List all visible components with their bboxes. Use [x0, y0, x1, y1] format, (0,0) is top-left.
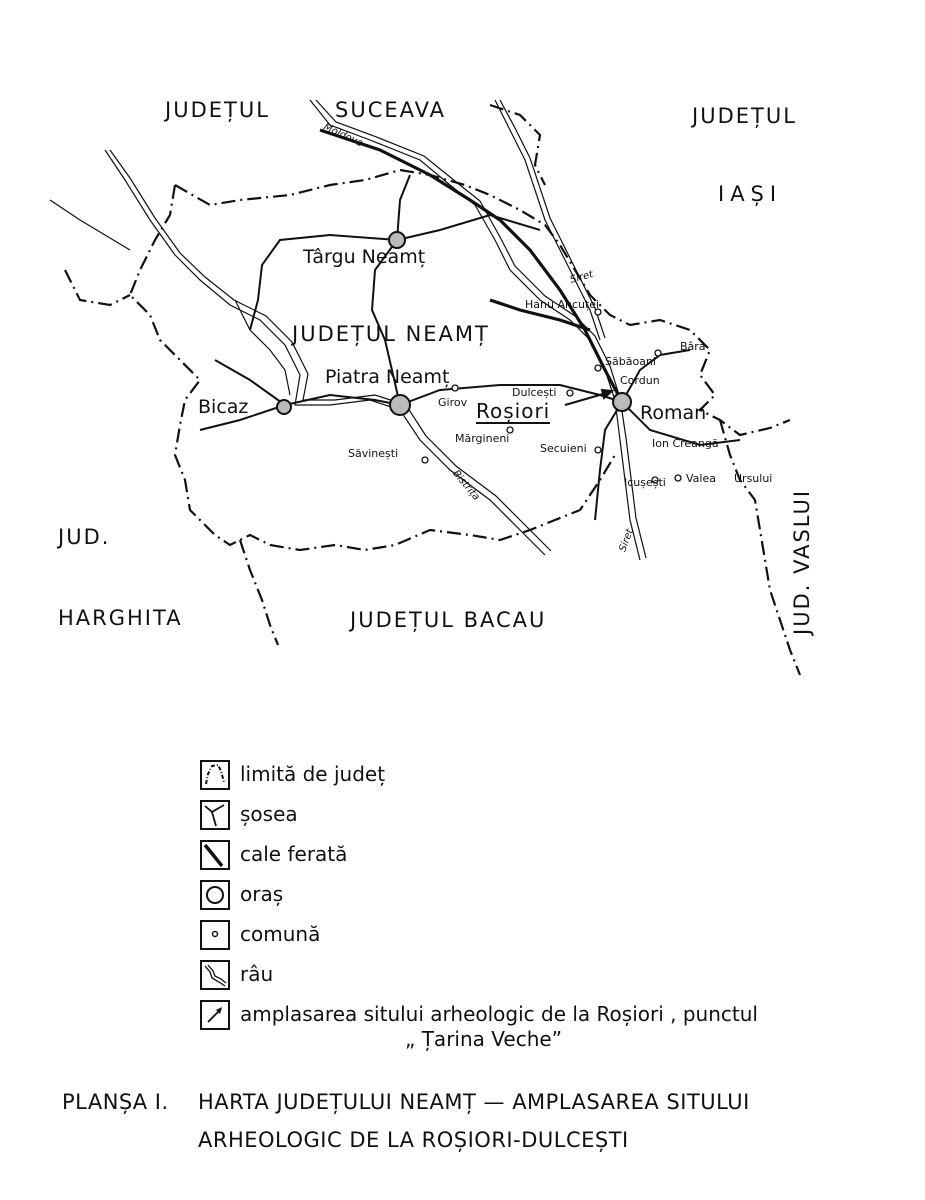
county-label-harghita-part2: HARGHITA — [58, 606, 183, 630]
commune-label-ion-creanga: Ion Creangă — [652, 437, 719, 450]
county-label-iasi-part1: JUDEȚUL — [692, 104, 797, 128]
county-label-bacau: JUDEȚUL BACAU — [350, 608, 547, 632]
city-marker-piatra-neamt — [390, 395, 410, 415]
figure-caption — [62, 1083, 750, 1159]
river-label-bistrita: Bistrița — [450, 468, 482, 503]
county-label-vaslui: JUD. VASLUI — [790, 488, 814, 635]
commune-label-secuieni: Secuieni — [540, 442, 587, 455]
commune-label-dulcesti: Dulcești — [512, 386, 557, 399]
commune-label-cordun: Cordun — [620, 374, 660, 387]
site-arrow-icon — [200, 1000, 230, 1030]
river-icon — [200, 960, 230, 990]
commune-label-valea: Valea — [686, 472, 716, 485]
legend-row-city — [200, 878, 800, 918]
city-marker-roman — [613, 393, 631, 411]
county-boundary-icon — [200, 760, 230, 790]
city-label-bicaz: Bicaz — [198, 396, 249, 418]
legend-row-county-boundary — [200, 758, 800, 798]
county-label-harghita-part1: JUD. — [58, 525, 111, 549]
city-label-piatra-neamt: Piatra Neamț — [325, 366, 450, 388]
caption-line-2: ARHEOLOGIC DE LA ROȘIORI-DULCEȘTI — [198, 1128, 629, 1152]
legend-row-river — [200, 958, 800, 998]
commune-label-ursului: Ursului — [734, 472, 773, 485]
legend-label: râu — [240, 962, 274, 986]
legend-label: oraș — [240, 882, 284, 906]
county-label-iasi-part2: IAȘI — [718, 182, 783, 206]
city-label-roman: Roman — [640, 402, 707, 424]
legend-row-commune — [200, 918, 800, 958]
commune-label-margineni: Mărgineni — [455, 432, 510, 445]
legend-row-road — [200, 798, 800, 838]
roads — [200, 175, 740, 520]
commune-label-savinesti: Săvinești — [348, 447, 399, 460]
city-marker-bicaz — [277, 400, 291, 414]
site-label-rosiori: Roșiori — [476, 399, 551, 423]
river-label-siret-south: Siret — [617, 527, 636, 554]
commune-label-icusesti: Icușești — [624, 476, 666, 489]
legend-label: șosea — [240, 802, 298, 826]
caption-title: HARTA JUDEȚULUI NEAMȚ — AMPLASAREA SITULUI — [198, 1090, 750, 1114]
legend-row-railway — [200, 838, 800, 878]
county-label-neamt: JUDEȚUL NEAMȚ — [292, 322, 490, 346]
legend — [200, 758, 800, 1038]
road-icon — [200, 800, 230, 830]
legend-site-name: „ Țarina Veche” — [405, 1027, 563, 1051]
legend-label: comună — [240, 922, 321, 946]
commune-icon — [200, 920, 230, 950]
commune-label-bara: Bâra — [680, 340, 706, 353]
caption-line-1 — [62, 1083, 750, 1121]
county-label-suceava-part1: JUDEȚUL — [165, 98, 270, 122]
river-label-moldova: Moldova — [321, 121, 365, 150]
city-label-targu-neamt: Târgu Neamț — [303, 246, 426, 268]
commune-label-sabaoani: Săbăoani — [605, 355, 656, 368]
railway-icon — [200, 840, 230, 870]
legend-label: limită de județ — [240, 762, 386, 786]
caption-prefix: PLANȘA I. — [62, 1090, 169, 1114]
commune-label-hanu-ancutei: Hanu Ancuței — [525, 298, 600, 311]
city-icon — [200, 880, 230, 910]
river-label-siret-north: Siret — [568, 269, 595, 286]
county-boundary — [65, 105, 800, 675]
county-label-suceava-part2: SUCEAVA — [335, 98, 447, 122]
legend-label: cale ferată — [240, 842, 348, 866]
legend-label: amplasarea sitului arheologic de la Roșiori , punctul — [240, 1002, 758, 1026]
commune-label-girov: Girov — [438, 396, 468, 409]
